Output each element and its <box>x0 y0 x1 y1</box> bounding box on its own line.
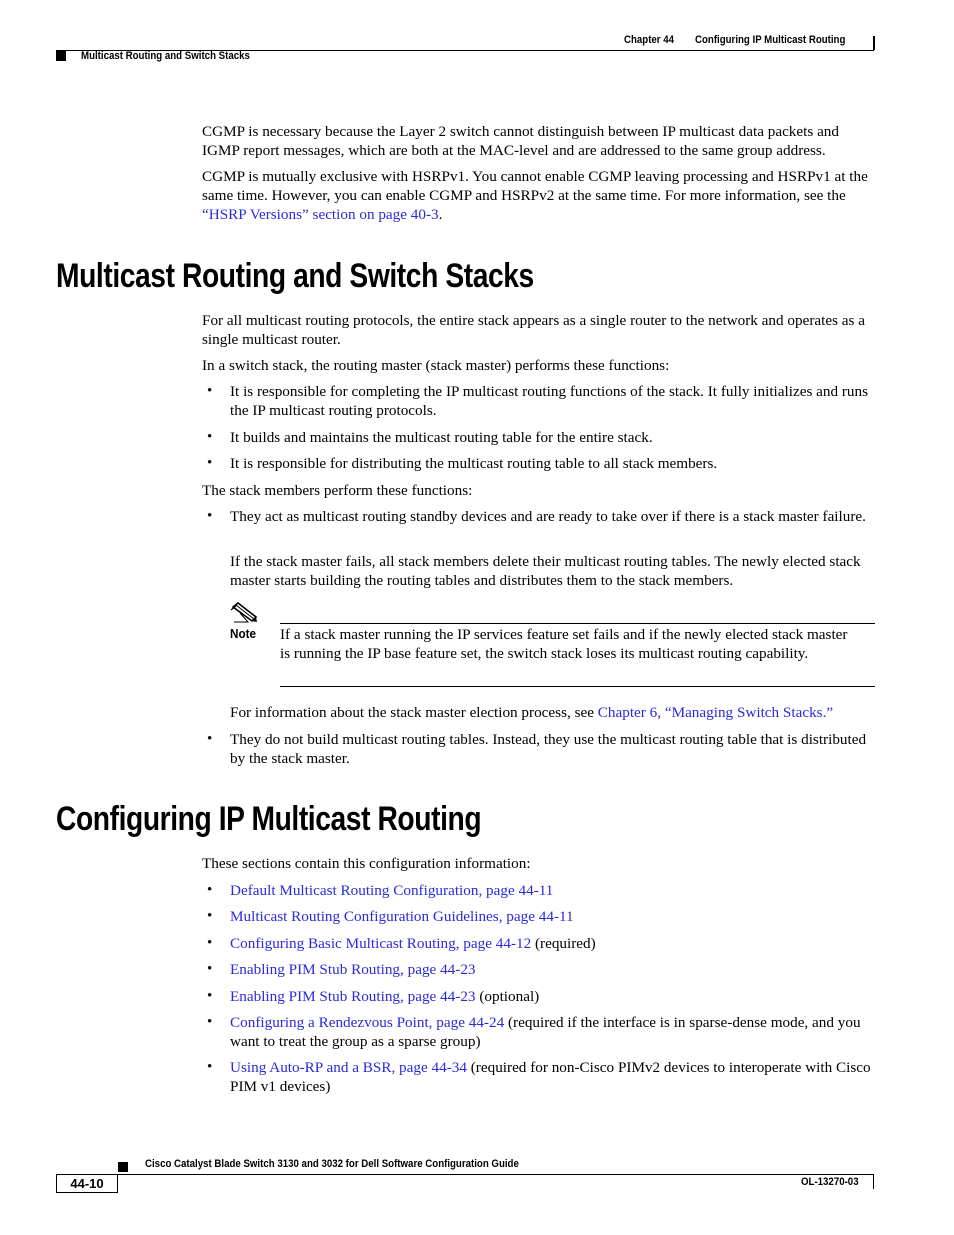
note-top-rule <box>280 623 875 624</box>
bullet-icon: • <box>207 455 213 471</box>
bullet-icon: • <box>207 383 213 399</box>
config-link-item <box>230 960 874 979</box>
auto-rp-bsr-link[interactable]: Using Auto-RP and a BSR, page 44-34 <box>230 1059 467 1076</box>
header-marker <box>56 51 66 61</box>
stack-election-info: For information about the stack master election process, see Chapter 6, “Managing Switch Stacks.” <box>230 704 834 721</box>
bullet-icon: • <box>207 1014 213 1030</box>
page-number: 44-10 <box>70 1176 104 1191</box>
member-item-detail: If the stack master fails, all stack members delete their multicast routing tables. The newly elected stack master starts building the routing tables and distributes them to the stack members. <box>230 553 861 589</box>
footer-doc-id: OL-13270-03 <box>801 1176 859 1188</box>
bullet-icon: • <box>207 988 213 1004</box>
config-link-item <box>230 881 874 900</box>
page-number-box <box>56 1175 118 1193</box>
member-item: They do not build multicast routing tables. Instead, they use the multicast routing table that is distributed by the stack master. <box>230 731 867 767</box>
config-link-item: Configuring Basic Multicast Routing, page 44-12 (required) <box>230 935 596 952</box>
header-chapter-title: Configuring IP Multicast Routing <box>695 34 846 46</box>
bullet-icon: • <box>207 1059 213 1075</box>
master-item: It is responsible for distributing the multicast routing table to all stack members. <box>230 455 718 472</box>
bullet-icon: • <box>207 882 213 898</box>
intro-paragraph-1: CGMP is necessary because the Layer 2 switch cannot distinguish between IP multicast data packets and IGMP report messages, which are both at the MAC-level and are addressed to the same group address. <box>202 123 839 159</box>
config-link-item: Enabling PIM Stub Routing, page 44-23 (optional) <box>230 988 540 1005</box>
stack-paragraph-1: For all multicast routing protocols, the entire stack appears as a single router to the network and operates as a single multicast router. <box>202 312 865 348</box>
config-link-item: Configuring a Rendezvous Point, page 44-24 (required if the interface is in sparse-dense mode, and you want to treat the group as a sparse group) <box>230 1014 861 1050</box>
section-heading-switch-stacks: Multicast Routing and Switch Stacks <box>56 257 534 295</box>
intro-paragraph-2: CGMP is mutually exclusive with HSRPv1. You cannot enable CGMP leaving processing and HSRPv1 at the same time. However, you can enable CGMP and HSRPv2 at the same time. For more information, see the “HSRP Versions” section on page 40-3. <box>202 168 868 223</box>
section-heading-configuring: Configuring IP Multicast Routing <box>56 800 482 838</box>
config-intro: These sections contain this configuration information: <box>202 855 531 872</box>
footer-rule <box>56 1174 874 1175</box>
bullet-icon: • <box>207 908 213 924</box>
pim-stub-link[interactable]: Enabling PIM Stub Routing, page 44-23 <box>230 961 476 978</box>
header-section: Multicast Routing and Switch Stacks <box>81 50 250 62</box>
note-pencil-icon <box>230 601 258 623</box>
master-item: It builds and maintains the multicast routing table for the entire stack. <box>230 429 653 446</box>
bullet-icon: • <box>207 961 213 977</box>
rendezvous-point-link[interactable]: Configuring a Rendezvous Point, page 44-24 <box>230 1014 505 1031</box>
master-item: It is responsible for completing the IP multicast routing functions of the stack. It fully initializes and runs the IP multicast routing protocols. <box>230 383 869 419</box>
pim-stub-link-optional[interactable]: Enabling PIM Stub Routing, page 44-23 <box>230 988 476 1005</box>
note-bottom-rule <box>280 686 875 687</box>
footer-title: Cisco Catalyst Blade Switch 3130 and 3032 for Dell Software Configuration Guide <box>145 1158 519 1170</box>
note-text: If a stack master running the IP services feature set fails and if the newly elected stack master is running the IP base feature set, the switch stack loses its multicast routing capability. <box>280 626 848 662</box>
config-link-item <box>230 907 874 926</box>
default-config-link[interactable]: Default Multicast Routing Configuration, page 44-11 <box>230 882 554 899</box>
footer-right-bar <box>873 1175 874 1189</box>
hsrp-versions-link[interactable]: “HSRP Versions” section on page 40-3 <box>202 206 439 223</box>
bullet-icon: • <box>207 935 213 951</box>
header-chapter: Chapter 44 <box>624 34 675 46</box>
header-right-bar <box>873 36 875 50</box>
config-link-item: Using Auto-RP and a BSR, page 44-34 (required for non-Cisco PIMv2 devices to interoperate with Cisco PIM v1 devices) <box>230 1059 871 1095</box>
note-label: Note <box>230 626 257 641</box>
bullet-icon: • <box>207 508 213 524</box>
member-item: They act as multicast routing standby devices and are ready to take over if there is a stack master failure. <box>230 508 866 525</box>
footer-marker <box>118 1162 128 1172</box>
bullet-icon: • <box>207 429 213 445</box>
bullet-icon: • <box>207 731 213 747</box>
basic-routing-link[interactable]: Configuring Basic Multicast Routing, page 44-12 <box>230 935 532 952</box>
managing-switch-stacks-link[interactable]: Chapter 6, “Managing Switch Stacks.” <box>597 704 834 721</box>
stack-paragraph-2: In a switch stack, the routing master (stack master) performs these functions: <box>202 357 670 374</box>
stack-paragraph-3: The stack members perform these functions: <box>202 482 473 499</box>
guidelines-link[interactable]: Multicast Routing Configuration Guidelines, page 44-11 <box>230 908 574 925</box>
